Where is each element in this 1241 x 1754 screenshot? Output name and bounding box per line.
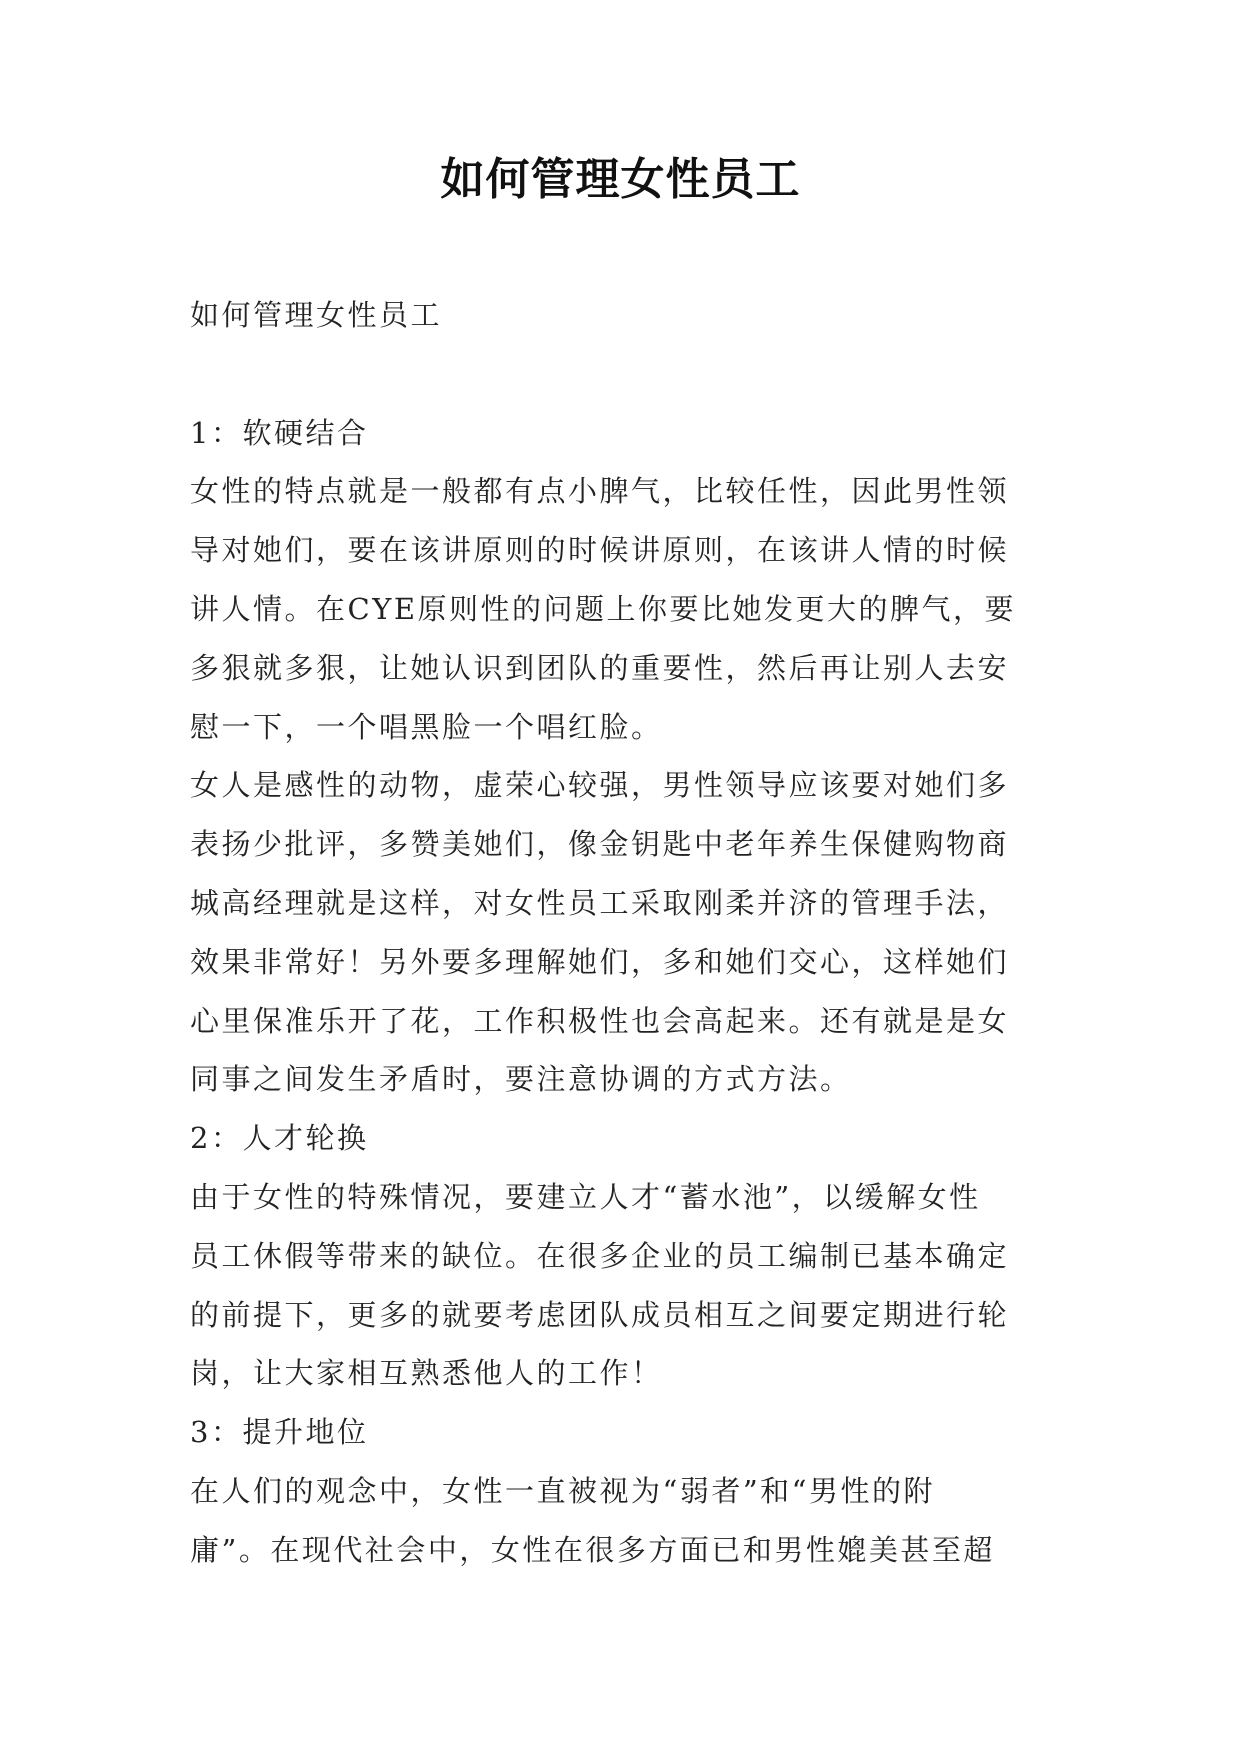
body-line: 岗，让大家相互熟悉他人的工作！ xyxy=(190,1356,663,1391)
body-line: 女性的特点就是一般都有点小脾气，比较任性，因此男性领 xyxy=(190,474,1010,509)
body-line: 表扬少批评，多赞美她们，像金钥匙中老年养生保健购物商 xyxy=(190,827,1010,862)
body-line: 庸”。在现代社会中，女性在很多方面已和男性媲美甚至超 xyxy=(190,1532,995,1567)
body-line: 员工休假等带来的缺位。在很多企业的员工编制已基本确定 xyxy=(190,1238,1010,1273)
section-heading: 3：提升地位 xyxy=(190,1415,369,1450)
body-line: 女人是感性的动物，虚荣心较强，男性领导应该要对她们多 xyxy=(190,768,1010,803)
body-line: 城高经理就是这样，对女性员工采取刚柔并济的管理手法， xyxy=(190,885,1010,920)
document-title: 如何管理女性员工 xyxy=(440,154,801,205)
blank-line xyxy=(190,345,1060,404)
body-line: 慰一下，一个唱黑脸一个唱红脸。 xyxy=(190,709,663,744)
body-line: 的前提下，更多的就要考虑团队成员相互之间要定期进行轮 xyxy=(190,1297,1010,1332)
body-line: 多狠就多狠，让她认识到团队的重要性，然后再让别人去安 xyxy=(190,650,1010,685)
section-heading: 1：软硬结合 xyxy=(190,415,369,450)
body-line: 在人们的观念中，女性一直被视为“弱者”和“男性的附 xyxy=(190,1473,935,1508)
body-line: 效果非常好！另外要多理解她们，多和她们交心，这样她们 xyxy=(190,944,1010,979)
body-line: 同事之间发生矛盾时，要注意协调的方式方法。 xyxy=(190,1062,852,1097)
body-line: 由于女性的特殊情况，要建立人才“蓄水池”，以缓解女性 xyxy=(190,1179,981,1214)
body-line: 讲人情。在CYE原则性的问题上你要比她发更大的脾气，要 xyxy=(190,591,1017,626)
document-body xyxy=(190,286,1060,1580)
body-line: 导对她们，要在该讲原则的时候讲原则，在该讲人情的时候 xyxy=(190,533,1010,568)
section-heading: 2：人才轮换 xyxy=(190,1121,369,1156)
body-line: 如何管理女性员工 xyxy=(190,298,443,332)
body-line: 心里保准乐开了花，工作积极性也会高起来。还有就是是女 xyxy=(190,1003,1010,1038)
